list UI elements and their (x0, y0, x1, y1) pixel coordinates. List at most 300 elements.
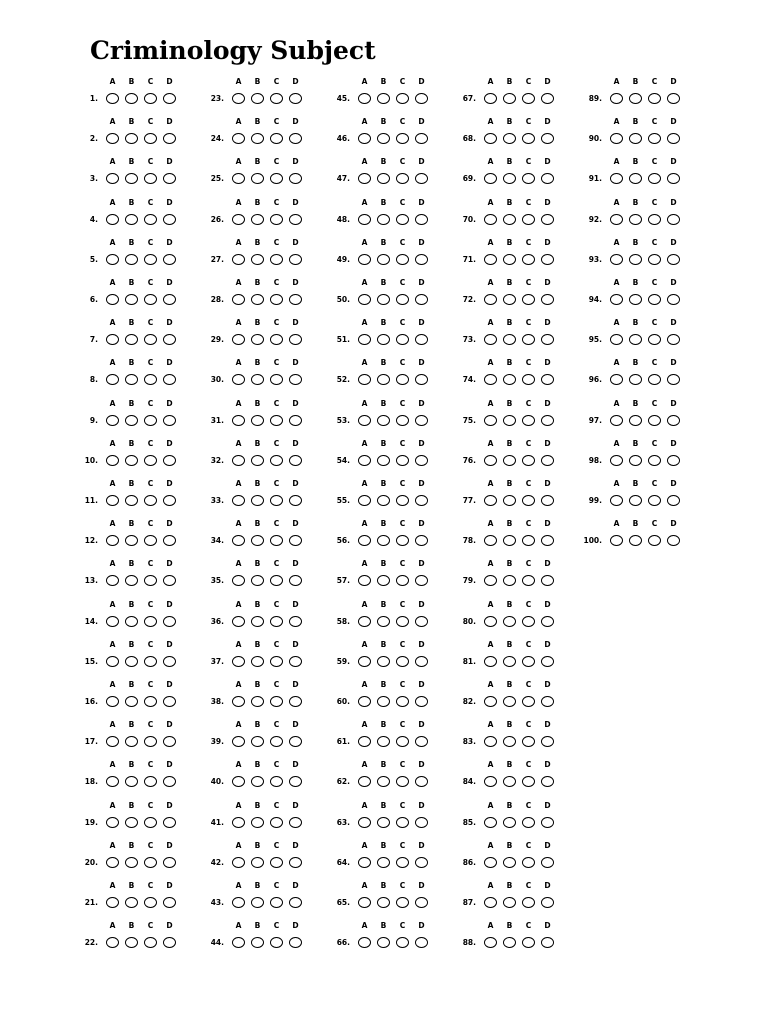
answer-bubble-c[interactable] (648, 254, 661, 265)
answer-bubble-a[interactable] (232, 294, 245, 305)
answer-bubble-c[interactable] (270, 696, 283, 707)
answer-bubble-d[interactable] (289, 616, 302, 627)
answer-bubble-a[interactable] (106, 214, 119, 225)
answer-bubble-a[interactable] (358, 857, 371, 868)
answer-bubble-c[interactable] (396, 133, 409, 144)
answer-bubble-d[interactable] (289, 334, 302, 345)
answer-bubble-b[interactable] (629, 535, 642, 546)
answer-bubble-b[interactable] (125, 374, 138, 385)
answer-bubble-a[interactable] (610, 374, 623, 385)
answer-bubble-b[interactable] (377, 616, 390, 627)
answer-bubble-d[interactable] (163, 656, 176, 667)
answer-bubble-b[interactable] (629, 374, 642, 385)
answer-bubble-a[interactable] (358, 817, 371, 828)
answer-bubble-c[interactable] (270, 173, 283, 184)
answer-bubble-b[interactable] (125, 455, 138, 466)
answer-bubble-a[interactable] (484, 455, 497, 466)
answer-bubble-a[interactable] (484, 696, 497, 707)
answer-bubble-a[interactable] (484, 776, 497, 787)
answer-bubble-b[interactable] (503, 455, 516, 466)
answer-bubble-b[interactable] (377, 857, 390, 868)
answer-bubble-c[interactable] (396, 897, 409, 908)
answer-bubble-a[interactable] (106, 495, 119, 506)
answer-bubble-d[interactable] (163, 334, 176, 345)
answer-bubble-a[interactable] (610, 133, 623, 144)
answer-bubble-d[interactable] (289, 133, 302, 144)
answer-bubble-d[interactable] (289, 455, 302, 466)
answer-bubble-d[interactable] (415, 857, 428, 868)
answer-bubble-a[interactable] (484, 133, 497, 144)
answer-bubble-a[interactable] (358, 736, 371, 747)
answer-bubble-c[interactable] (522, 415, 535, 426)
answer-bubble-b[interactable] (377, 374, 390, 385)
answer-bubble-c[interactable] (648, 93, 661, 104)
answer-bubble-b[interactable] (503, 696, 516, 707)
answer-bubble-a[interactable] (484, 254, 497, 265)
answer-bubble-c[interactable] (270, 214, 283, 225)
answer-bubble-b[interactable] (251, 937, 264, 948)
answer-bubble-c[interactable] (522, 294, 535, 305)
answer-bubble-a[interactable] (484, 736, 497, 747)
answer-bubble-d[interactable] (163, 495, 176, 506)
answer-bubble-b[interactable] (503, 857, 516, 868)
answer-bubble-c[interactable] (648, 294, 661, 305)
answer-bubble-c[interactable] (522, 173, 535, 184)
answer-bubble-c[interactable] (396, 214, 409, 225)
answer-bubble-a[interactable] (106, 575, 119, 586)
answer-bubble-c[interactable] (396, 415, 409, 426)
answer-bubble-a[interactable] (358, 93, 371, 104)
answer-bubble-a[interactable] (106, 294, 119, 305)
answer-bubble-c[interactable] (648, 374, 661, 385)
answer-bubble-c[interactable] (270, 374, 283, 385)
answer-bubble-b[interactable] (125, 696, 138, 707)
answer-bubble-c[interactable] (396, 495, 409, 506)
answer-bubble-b[interactable] (377, 294, 390, 305)
answer-bubble-d[interactable] (415, 535, 428, 546)
answer-bubble-b[interactable] (629, 294, 642, 305)
answer-bubble-c[interactable] (396, 294, 409, 305)
answer-bubble-c[interactable] (396, 535, 409, 546)
answer-bubble-d[interactable] (541, 254, 554, 265)
answer-bubble-d[interactable] (163, 535, 176, 546)
answer-bubble-c[interactable] (144, 173, 157, 184)
answer-bubble-a[interactable] (484, 656, 497, 667)
answer-bubble-a[interactable] (232, 214, 245, 225)
answer-bubble-d[interactable] (163, 294, 176, 305)
answer-bubble-b[interactable] (377, 254, 390, 265)
answer-bubble-c[interactable] (144, 616, 157, 627)
answer-bubble-a[interactable] (358, 937, 371, 948)
answer-bubble-b[interactable] (377, 575, 390, 586)
answer-bubble-d[interactable] (289, 214, 302, 225)
answer-bubble-c[interactable] (270, 616, 283, 627)
answer-bubble-a[interactable] (232, 736, 245, 747)
answer-bubble-c[interactable] (270, 294, 283, 305)
answer-bubble-b[interactable] (377, 214, 390, 225)
answer-bubble-b[interactable] (125, 133, 138, 144)
answer-bubble-b[interactable] (503, 656, 516, 667)
answer-bubble-c[interactable] (144, 334, 157, 345)
answer-bubble-d[interactable] (289, 495, 302, 506)
answer-bubble-a[interactable] (106, 736, 119, 747)
answer-bubble-d[interactable] (415, 937, 428, 948)
answer-bubble-b[interactable] (125, 575, 138, 586)
answer-bubble-a[interactable] (358, 535, 371, 546)
answer-bubble-d[interactable] (415, 214, 428, 225)
answer-bubble-c[interactable] (396, 93, 409, 104)
answer-bubble-a[interactable] (232, 93, 245, 104)
answer-bubble-c[interactable] (522, 897, 535, 908)
answer-bubble-a[interactable] (484, 937, 497, 948)
answer-bubble-a[interactable] (232, 696, 245, 707)
answer-bubble-d[interactable] (541, 897, 554, 908)
answer-bubble-c[interactable] (648, 535, 661, 546)
answer-bubble-a[interactable] (232, 656, 245, 667)
answer-bubble-d[interactable] (541, 495, 554, 506)
answer-bubble-b[interactable] (125, 535, 138, 546)
answer-bubble-b[interactable] (251, 415, 264, 426)
answer-bubble-b[interactable] (125, 736, 138, 747)
answer-bubble-a[interactable] (358, 696, 371, 707)
answer-bubble-c[interactable] (270, 535, 283, 546)
answer-bubble-b[interactable] (251, 535, 264, 546)
answer-bubble-c[interactable] (396, 254, 409, 265)
answer-bubble-c[interactable] (522, 857, 535, 868)
answer-bubble-b[interactable] (503, 616, 516, 627)
answer-bubble-c[interactable] (144, 254, 157, 265)
answer-bubble-a[interactable] (610, 173, 623, 184)
answer-bubble-d[interactable] (415, 776, 428, 787)
answer-bubble-b[interactable] (503, 173, 516, 184)
answer-bubble-a[interactable] (358, 575, 371, 586)
answer-bubble-d[interactable] (541, 415, 554, 426)
answer-bubble-c[interactable] (396, 173, 409, 184)
answer-bubble-a[interactable] (106, 93, 119, 104)
answer-bubble-c[interactable] (522, 214, 535, 225)
answer-bubble-b[interactable] (251, 897, 264, 908)
answer-bubble-b[interactable] (251, 254, 264, 265)
answer-bubble-c[interactable] (144, 897, 157, 908)
answer-bubble-d[interactable] (163, 857, 176, 868)
answer-bubble-d[interactable] (163, 817, 176, 828)
answer-bubble-c[interactable] (270, 334, 283, 345)
answer-bubble-b[interactable] (251, 374, 264, 385)
answer-bubble-c[interactable] (270, 254, 283, 265)
answer-bubble-d[interactable] (541, 374, 554, 385)
answer-bubble-b[interactable] (503, 294, 516, 305)
answer-bubble-d[interactable] (163, 776, 176, 787)
answer-bubble-b[interactable] (503, 776, 516, 787)
answer-bubble-c[interactable] (396, 736, 409, 747)
answer-bubble-b[interactable] (377, 736, 390, 747)
answer-bubble-d[interactable] (289, 535, 302, 546)
answer-bubble-b[interactable] (629, 214, 642, 225)
answer-bubble-d[interactable] (289, 897, 302, 908)
answer-bubble-d[interactable] (289, 776, 302, 787)
answer-bubble-d[interactable] (289, 374, 302, 385)
answer-bubble-d[interactable] (415, 173, 428, 184)
answer-bubble-b[interactable] (251, 736, 264, 747)
answer-bubble-c[interactable] (522, 817, 535, 828)
answer-bubble-d[interactable] (667, 214, 680, 225)
answer-bubble-b[interactable] (629, 93, 642, 104)
answer-bubble-a[interactable] (484, 495, 497, 506)
answer-bubble-a[interactable] (610, 455, 623, 466)
answer-bubble-c[interactable] (396, 616, 409, 627)
answer-bubble-d[interactable] (541, 857, 554, 868)
answer-bubble-d[interactable] (667, 374, 680, 385)
answer-bubble-d[interactable] (289, 173, 302, 184)
answer-bubble-b[interactable] (251, 776, 264, 787)
answer-bubble-d[interactable] (541, 817, 554, 828)
answer-bubble-c[interactable] (144, 656, 157, 667)
answer-bubble-d[interactable] (541, 214, 554, 225)
answer-bubble-c[interactable] (396, 455, 409, 466)
answer-bubble-a[interactable] (484, 897, 497, 908)
answer-bubble-d[interactable] (289, 817, 302, 828)
answer-bubble-d[interactable] (541, 616, 554, 627)
answer-bubble-d[interactable] (541, 696, 554, 707)
answer-bubble-b[interactable] (503, 937, 516, 948)
answer-bubble-c[interactable] (270, 937, 283, 948)
answer-bubble-d[interactable] (163, 93, 176, 104)
answer-bubble-b[interactable] (251, 93, 264, 104)
answer-bubble-d[interactable] (289, 696, 302, 707)
answer-bubble-b[interactable] (125, 817, 138, 828)
answer-bubble-b[interactable] (251, 294, 264, 305)
answer-bubble-c[interactable] (144, 133, 157, 144)
answer-bubble-c[interactable] (270, 133, 283, 144)
answer-bubble-b[interactable] (503, 817, 516, 828)
answer-bubble-b[interactable] (503, 535, 516, 546)
answer-bubble-c[interactable] (270, 495, 283, 506)
answer-bubble-b[interactable] (629, 495, 642, 506)
answer-bubble-b[interactable] (503, 214, 516, 225)
answer-bubble-c[interactable] (522, 736, 535, 747)
answer-bubble-c[interactable] (522, 535, 535, 546)
answer-bubble-a[interactable] (358, 495, 371, 506)
answer-bubble-d[interactable] (415, 696, 428, 707)
answer-bubble-b[interactable] (251, 696, 264, 707)
answer-bubble-b[interactable] (503, 374, 516, 385)
answer-bubble-d[interactable] (415, 736, 428, 747)
answer-bubble-b[interactable] (377, 776, 390, 787)
answer-bubble-a[interactable] (232, 535, 245, 546)
answer-bubble-c[interactable] (522, 616, 535, 627)
answer-bubble-a[interactable] (106, 817, 119, 828)
answer-bubble-d[interactable] (541, 294, 554, 305)
answer-bubble-b[interactable] (125, 857, 138, 868)
answer-bubble-a[interactable] (484, 415, 497, 426)
answer-bubble-a[interactable] (358, 897, 371, 908)
answer-bubble-a[interactable] (610, 334, 623, 345)
answer-bubble-d[interactable] (541, 334, 554, 345)
answer-bubble-a[interactable] (484, 535, 497, 546)
answer-bubble-b[interactable] (503, 575, 516, 586)
answer-bubble-d[interactable] (289, 93, 302, 104)
answer-bubble-d[interactable] (163, 736, 176, 747)
answer-bubble-b[interactable] (251, 817, 264, 828)
answer-bubble-b[interactable] (377, 415, 390, 426)
answer-bubble-d[interactable] (667, 535, 680, 546)
answer-bubble-c[interactable] (270, 776, 283, 787)
answer-bubble-c[interactable] (144, 937, 157, 948)
answer-bubble-d[interactable] (541, 736, 554, 747)
answer-bubble-d[interactable] (541, 535, 554, 546)
answer-bubble-d[interactable] (163, 575, 176, 586)
answer-bubble-a[interactable] (610, 214, 623, 225)
answer-bubble-a[interactable] (484, 173, 497, 184)
answer-bubble-d[interactable] (415, 133, 428, 144)
answer-bubble-a[interactable] (610, 93, 623, 104)
answer-bubble-d[interactable] (289, 294, 302, 305)
answer-bubble-b[interactable] (251, 214, 264, 225)
answer-bubble-b[interactable] (629, 133, 642, 144)
answer-bubble-c[interactable] (144, 214, 157, 225)
answer-bubble-b[interactable] (377, 133, 390, 144)
answer-bubble-a[interactable] (358, 133, 371, 144)
answer-bubble-a[interactable] (106, 937, 119, 948)
answer-bubble-c[interactable] (396, 776, 409, 787)
answer-bubble-c[interactable] (648, 495, 661, 506)
answer-bubble-b[interactable] (377, 937, 390, 948)
answer-bubble-b[interactable] (629, 254, 642, 265)
answer-bubble-a[interactable] (106, 374, 119, 385)
answer-bubble-d[interactable] (289, 575, 302, 586)
answer-bubble-b[interactable] (251, 656, 264, 667)
answer-bubble-a[interactable] (232, 415, 245, 426)
answer-bubble-c[interactable] (522, 133, 535, 144)
answer-bubble-d[interactable] (667, 254, 680, 265)
answer-bubble-d[interactable] (415, 817, 428, 828)
answer-bubble-a[interactable] (610, 495, 623, 506)
answer-bubble-a[interactable] (232, 817, 245, 828)
answer-bubble-c[interactable] (522, 455, 535, 466)
answer-bubble-d[interactable] (163, 455, 176, 466)
answer-bubble-d[interactable] (541, 575, 554, 586)
answer-bubble-d[interactable] (667, 133, 680, 144)
answer-bubble-c[interactable] (522, 575, 535, 586)
answer-bubble-a[interactable] (232, 254, 245, 265)
answer-bubble-c[interactable] (144, 857, 157, 868)
answer-bubble-c[interactable] (270, 736, 283, 747)
answer-bubble-d[interactable] (289, 656, 302, 667)
answer-bubble-d[interactable] (541, 173, 554, 184)
answer-bubble-c[interactable] (144, 736, 157, 747)
answer-bubble-a[interactable] (106, 857, 119, 868)
answer-bubble-b[interactable] (503, 133, 516, 144)
answer-bubble-c[interactable] (396, 656, 409, 667)
answer-bubble-d[interactable] (415, 616, 428, 627)
answer-bubble-c[interactable] (270, 857, 283, 868)
answer-bubble-d[interactable] (415, 897, 428, 908)
answer-bubble-a[interactable] (358, 294, 371, 305)
answer-bubble-d[interactable] (415, 495, 428, 506)
answer-bubble-b[interactable] (251, 575, 264, 586)
answer-bubble-a[interactable] (106, 616, 119, 627)
answer-bubble-d[interactable] (415, 254, 428, 265)
answer-bubble-b[interactable] (251, 857, 264, 868)
answer-bubble-a[interactable] (610, 254, 623, 265)
answer-bubble-a[interactable] (484, 93, 497, 104)
answer-bubble-c[interactable] (270, 897, 283, 908)
answer-bubble-d[interactable] (667, 294, 680, 305)
answer-bubble-b[interactable] (629, 415, 642, 426)
answer-bubble-a[interactable] (232, 897, 245, 908)
answer-bubble-c[interactable] (270, 817, 283, 828)
answer-bubble-c[interactable] (522, 776, 535, 787)
answer-bubble-b[interactable] (125, 616, 138, 627)
answer-bubble-c[interactable] (144, 374, 157, 385)
answer-bubble-c[interactable] (144, 495, 157, 506)
answer-bubble-c[interactable] (396, 575, 409, 586)
answer-bubble-a[interactable] (610, 415, 623, 426)
answer-bubble-c[interactable] (396, 374, 409, 385)
answer-bubble-a[interactable] (232, 857, 245, 868)
answer-bubble-d[interactable] (163, 173, 176, 184)
answer-bubble-c[interactable] (396, 696, 409, 707)
answer-bubble-a[interactable] (106, 133, 119, 144)
answer-bubble-b[interactable] (503, 415, 516, 426)
answer-bubble-c[interactable] (522, 696, 535, 707)
answer-bubble-c[interactable] (270, 93, 283, 104)
answer-bubble-a[interactable] (106, 776, 119, 787)
answer-bubble-a[interactable] (358, 173, 371, 184)
answer-bubble-a[interactable] (358, 616, 371, 627)
answer-bubble-a[interactable] (106, 696, 119, 707)
answer-bubble-d[interactable] (289, 254, 302, 265)
answer-bubble-b[interactable] (629, 455, 642, 466)
answer-bubble-d[interactable] (667, 173, 680, 184)
answer-bubble-c[interactable] (522, 937, 535, 948)
answer-bubble-b[interactable] (125, 937, 138, 948)
answer-bubble-b[interactable] (125, 334, 138, 345)
answer-bubble-a[interactable] (106, 254, 119, 265)
answer-bubble-d[interactable] (667, 334, 680, 345)
answer-bubble-c[interactable] (270, 575, 283, 586)
answer-bubble-b[interactable] (377, 696, 390, 707)
answer-bubble-c[interactable] (522, 374, 535, 385)
answer-bubble-b[interactable] (629, 173, 642, 184)
answer-bubble-a[interactable] (232, 937, 245, 948)
answer-bubble-b[interactable] (125, 495, 138, 506)
answer-bubble-d[interactable] (289, 415, 302, 426)
answer-bubble-b[interactable] (125, 415, 138, 426)
answer-bubble-c[interactable] (648, 334, 661, 345)
answer-bubble-b[interactable] (125, 173, 138, 184)
answer-bubble-a[interactable] (484, 334, 497, 345)
answer-bubble-a[interactable] (484, 294, 497, 305)
answer-bubble-d[interactable] (289, 937, 302, 948)
answer-bubble-d[interactable] (667, 415, 680, 426)
answer-bubble-a[interactable] (232, 776, 245, 787)
answer-bubble-a[interactable] (358, 214, 371, 225)
answer-bubble-b[interactable] (503, 334, 516, 345)
answer-bubble-d[interactable] (541, 776, 554, 787)
answer-bubble-a[interactable] (484, 857, 497, 868)
answer-bubble-d[interactable] (541, 656, 554, 667)
answer-bubble-a[interactable] (106, 897, 119, 908)
answer-bubble-a[interactable] (232, 374, 245, 385)
answer-bubble-a[interactable] (358, 254, 371, 265)
answer-bubble-a[interactable] (484, 214, 497, 225)
answer-bubble-d[interactable] (163, 415, 176, 426)
answer-bubble-b[interactable] (125, 93, 138, 104)
answer-bubble-b[interactable] (251, 616, 264, 627)
answer-bubble-a[interactable] (232, 495, 245, 506)
answer-bubble-b[interactable] (377, 334, 390, 345)
